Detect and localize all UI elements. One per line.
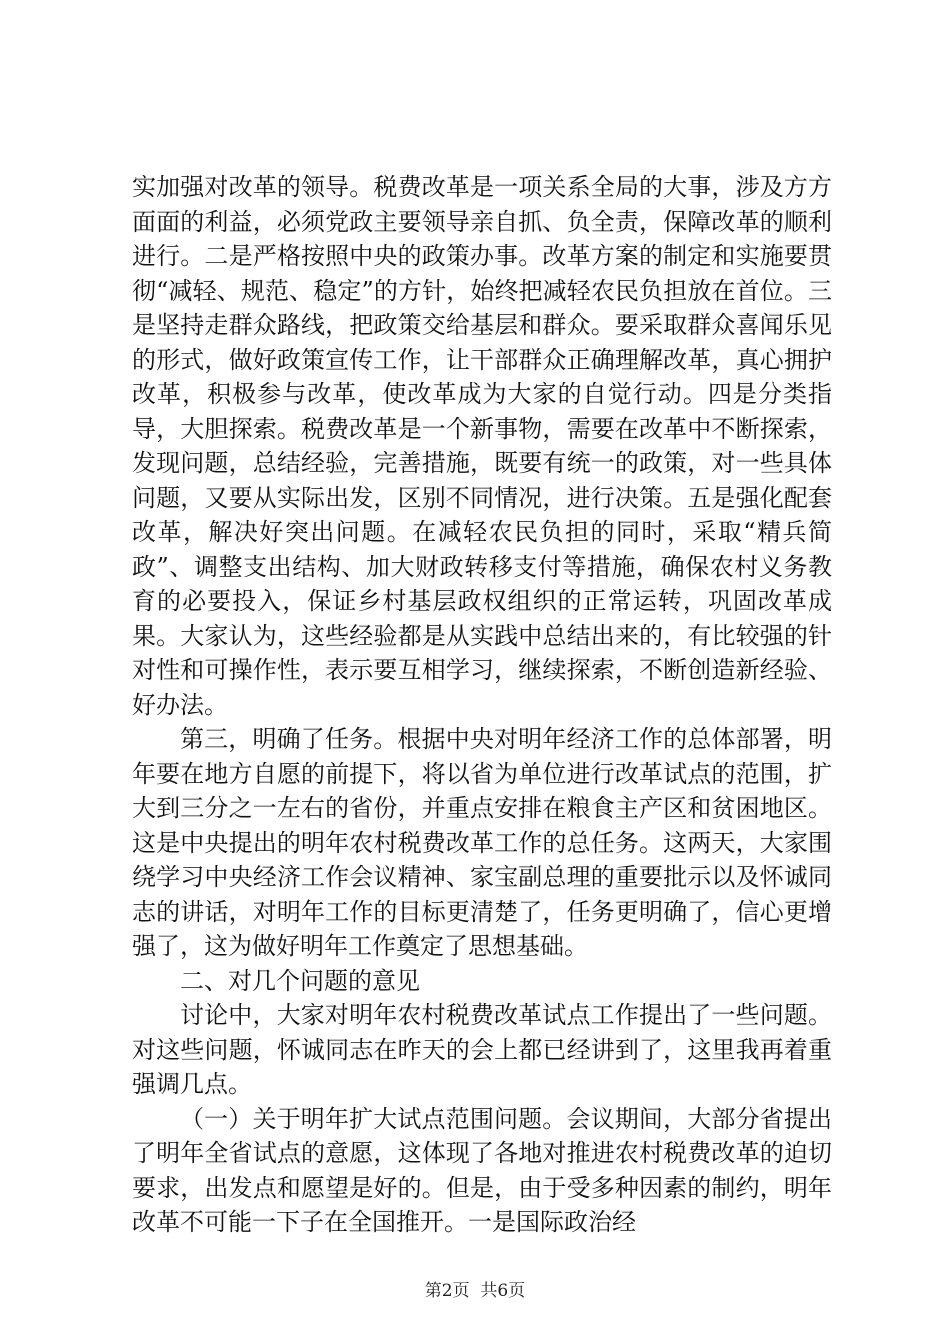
paragraph-pilot-scope: （一）关于明年扩大试点范围问题。会议期间，大部分省提出了明年全省试点的意愿，这体现了各地对推进农村税费改革的迫切要求，出发点和愿望是好的。但是，由于受多种因素的制约，明年改革不可能一下子在全国推开。一是国际政治经	[132, 1104, 832, 1236]
paragraph-discussion: 讨论中，大家对明年农村税费改革试点工作提出了一些问题。对这些问题，怀诚同志在昨天的会上都已经讲到了，这里我再着重强调几点。	[132, 1001, 832, 1098]
page-footer	[0, 1281, 950, 1301]
paragraph-third-point: 第三，明确了任务。根据中央对明年经济工作的总体部署，明年要在地方自愿的前提下，将以省为单位进行改革试点的范围，扩大到三分之一左右的省份，并重点安排在粮食主产区和贫困地区。这是中央提出的明年农村税费改革工作的总任务。这两天，大家围绕学习中央经济工作会议精神、家宝副总理的重要批示以及怀诚同志的讲话，对明年工作的目标更清楚了，任务更明确了，信心更增强了，这为做好明年工作奠定了思想基础。	[132, 725, 832, 960]
document-body	[132, 170, 832, 1240]
section-heading: 二、对几个问题的意见	[180, 966, 420, 995]
paragraph-continuation: 实加强对改革的领导。税费改革是一项关系全局的大事，涉及方方面面的利益，必须党政主要领导亲自抓、负全责，保障改革的顺利进行。二是严格按照中央的政策办事。改革方案的制定和实施要贯彻“减轻、规范、稳定”的方针，始终把减轻农民负担放在首位。三是坚持走群众路线，把政策交给基层和群众。要采取群众喜闻乐见的形式，做好政策宣传工作，让干部群众正确理解改革，真心拥护改革，积极参与改革，使改革成为大家的自觉行动。四是分类指导，大胆探索。税费改革是一个新事物，需要在改革中不断探索，发现问题，总结经验，完善措施，既要有统一的政策，对一些具体问题，又要从实际出发，区别不同情况，进行决策。五是强化配套改革，解决好突出问题。在减轻农民负担的同时，采取“精兵简政”、调整支出结构、加大财政转移支付等措施，确保农村义务教育的必要投入，保证乡村基层政权组织的正常运转，巩固改革成果。大家认为，这些经验都是从实践中总结出来的，有比较强的针对性和可操作性，表示要互相学习，继续探索，不断创造新经验、好办法。	[132, 173, 832, 719]
page-number-label: 第2页 共6页	[424, 1281, 526, 1301]
